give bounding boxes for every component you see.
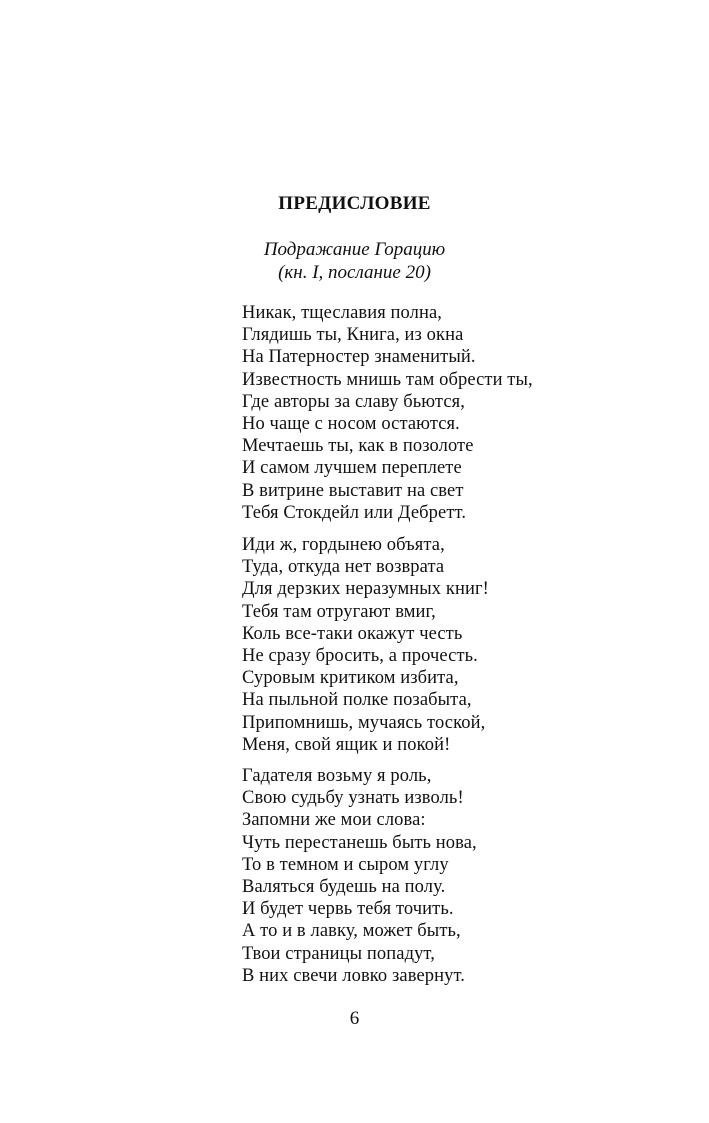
verse-line: Припомнишь, мучаясь тоской, xyxy=(242,712,486,733)
verse-line: Мечтаешь ты, как в позолоте xyxy=(242,436,474,457)
poem-stanza-3 xyxy=(242,765,602,987)
verse-line: Гадателя возьму я роль, xyxy=(242,766,432,786)
verse-line: И самом лучшем переплете xyxy=(242,458,462,479)
verse-line: А то и в лавку, может быть, xyxy=(242,921,461,942)
verse-line: Чуть перестанешь быть нова, xyxy=(242,832,477,853)
verse-line: На Патерностер знаменитый. xyxy=(242,347,476,368)
verse-line: Твои страницы попадут, xyxy=(242,943,435,964)
subtitle-line: Подражание Горацию xyxy=(263,239,446,260)
page-heading: ПРЕДИСЛОВИЕ xyxy=(278,193,431,214)
poem-stanza-1 xyxy=(242,302,602,524)
verse-line: Туда, откуда нет возврата xyxy=(242,557,445,578)
verse-line: То в темном и сыром углу xyxy=(242,854,449,875)
verse-line: Глядишь ты, Книга, из окна xyxy=(242,325,464,346)
verse-line: Не сразу бросить, а прочесть. xyxy=(242,645,478,666)
verse-line: Меня, свой ящик и покой! xyxy=(242,734,451,755)
verse-line: Коль все-таки окажут честь xyxy=(242,623,463,644)
verse-line: Но чаще с носом остаются. xyxy=(242,413,460,434)
verse-line: Валяться будешь на полу. xyxy=(242,876,446,897)
verse-line: Свою судьбу узнать изволь! xyxy=(242,788,464,809)
verse-line: Суровым критиком избита, xyxy=(242,668,459,689)
verse-line: И будет червь тебя точить. xyxy=(242,899,454,920)
subtitle-line: (кн. I, послание 20) xyxy=(278,262,431,283)
verse-line: Иди ж, гордынею объята, xyxy=(242,535,445,555)
verse-line: Где авторы за славу бьются, xyxy=(242,391,465,412)
verse-line: Запомни же мои слова: xyxy=(242,810,426,831)
verse-line: Никак, тщеславия полна, xyxy=(242,303,443,323)
poem-stanza-2 xyxy=(242,534,602,756)
verse-line: На пыльной полке позабыта, xyxy=(242,690,472,711)
verse-line: В витрине выставит на свет xyxy=(242,480,464,501)
verse-line: Известность мнишь там обрести ты, xyxy=(242,369,533,390)
verse-line: В них свечи ловко завернут. xyxy=(242,965,465,986)
page-number: 6 xyxy=(349,1008,360,1029)
epigraph-subtitle xyxy=(0,238,709,284)
verse-line: Тебя Стокдейл или Дебретт. xyxy=(242,502,467,523)
verse-line: Для дерзких неразумных книг! xyxy=(242,579,489,600)
verse-line: Тебя там отругают вмиг, xyxy=(242,601,436,622)
